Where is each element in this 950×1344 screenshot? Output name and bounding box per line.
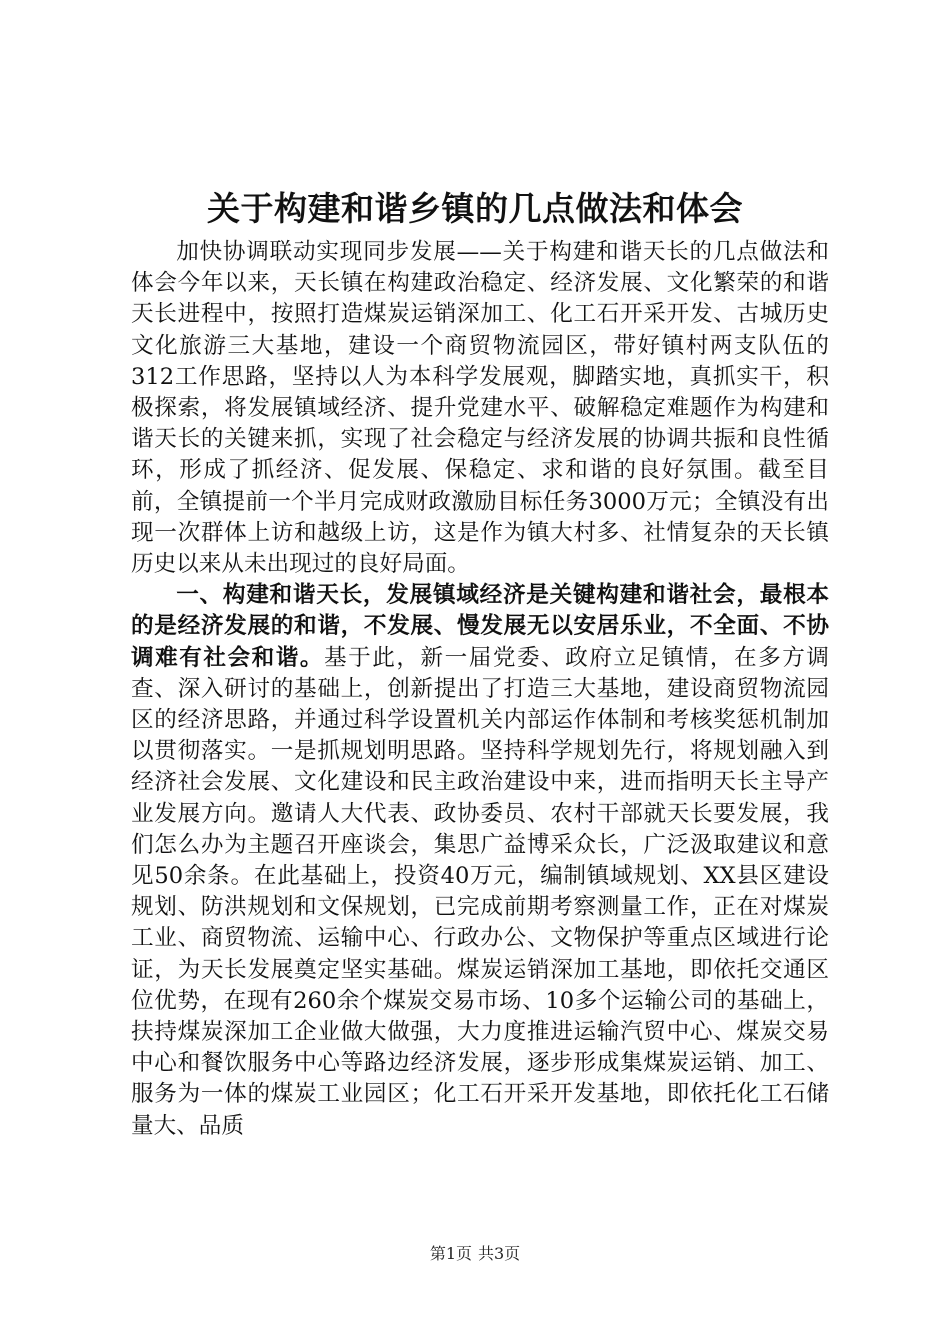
paragraph-text: 加快协调联动实现同步发展——关于构建和谐天长的几点做法和体会今年以来，天长镇在构建政治稳定、经济发展、文化繁荣的和谐天长进程中，按照打造煤炭运销深加工、化工石开采开发、古城历史文化旅游三大基地，建设一个商贸物流园区，带好镇村两支队伍的312工作思路，坚持以人为本科学发展观，脚踏实地，真抓实干，积极探索，将发展镇域经济、提升党建水平、破解稳定难题作为构建和谐天长的关键来抓，实现了社会稳定与经济发展的协调共振和良性循环，形成了抓经济、促发展、保稳定、求和谐的良好氛围。截至目前，全镇提前一个半月完成财政激励目标任务3000万元；全镇没有出现一次群体上访和越级上访，这是作为镇大村多、社情复杂的天长镇历史以来从未出现过的良好局面。 xyxy=(131,239,829,578)
paragraph-intro xyxy=(131,237,829,580)
paragraph-section-one xyxy=(131,580,829,1142)
page-footer xyxy=(0,1244,950,1264)
paragraph-text: 基于此，新一届党委、政府立足镇情，在多方调查、深入研讨的基础上，创新提出了打造三大基地，建设商贸物流园区的经济思路，并通过科学设置机关内部运作体制和考核奖惩机制加以贯彻落实。一是抓规划明思路。坚持科学规划先行，将规划融入到经济社会发展、文化建设和民主政治建设中来，进而指明天长主导产业发展方向。邀请人大代表、政协委员、农村干部就天长要发展，我们怎么办为主题召开座谈会，集思广益博采众长，广泛汲取建议和意见50余条。在此基础上，投资40万元，编制镇域规划、XX县区建设规划、防洪规划和文保规划，已完成前期考察测量工作，正在对煤炭工业、商贸物流、运输中心、行政办公、文物保护等重点区域进行论证，为天长发展奠定坚实基础。煤炭运销深加工基地，即依托交通区位优势，在现有260余个煤炭交易市场、10多个运输公司的基础上，扶持煤炭深加工企业做大做强，大力度推进运输汽贸中心、煤炭交易中心和餐饮服务中心等路边经济发展，逐步形成集煤炭运销、加工、服务为一体的煤炭工业园区；化工石开采开发基地，即依托化工石储量大、品质 xyxy=(131,644,830,1139)
page-number: 第1页 xyxy=(429,1244,472,1263)
document-title: 关于构建和谐乡镇的几点做法和体会 xyxy=(207,189,743,228)
document-body xyxy=(131,237,829,1142)
page-total: 共3页 xyxy=(478,1244,521,1263)
section-heading: 一、构建和谐天长，发展镇域经济是关键构建和谐社会，最根本的是经济发展的和谐，不发展、慢发展无以安居乐业，不全面、不协调难有社会和谐。 xyxy=(131,582,829,671)
